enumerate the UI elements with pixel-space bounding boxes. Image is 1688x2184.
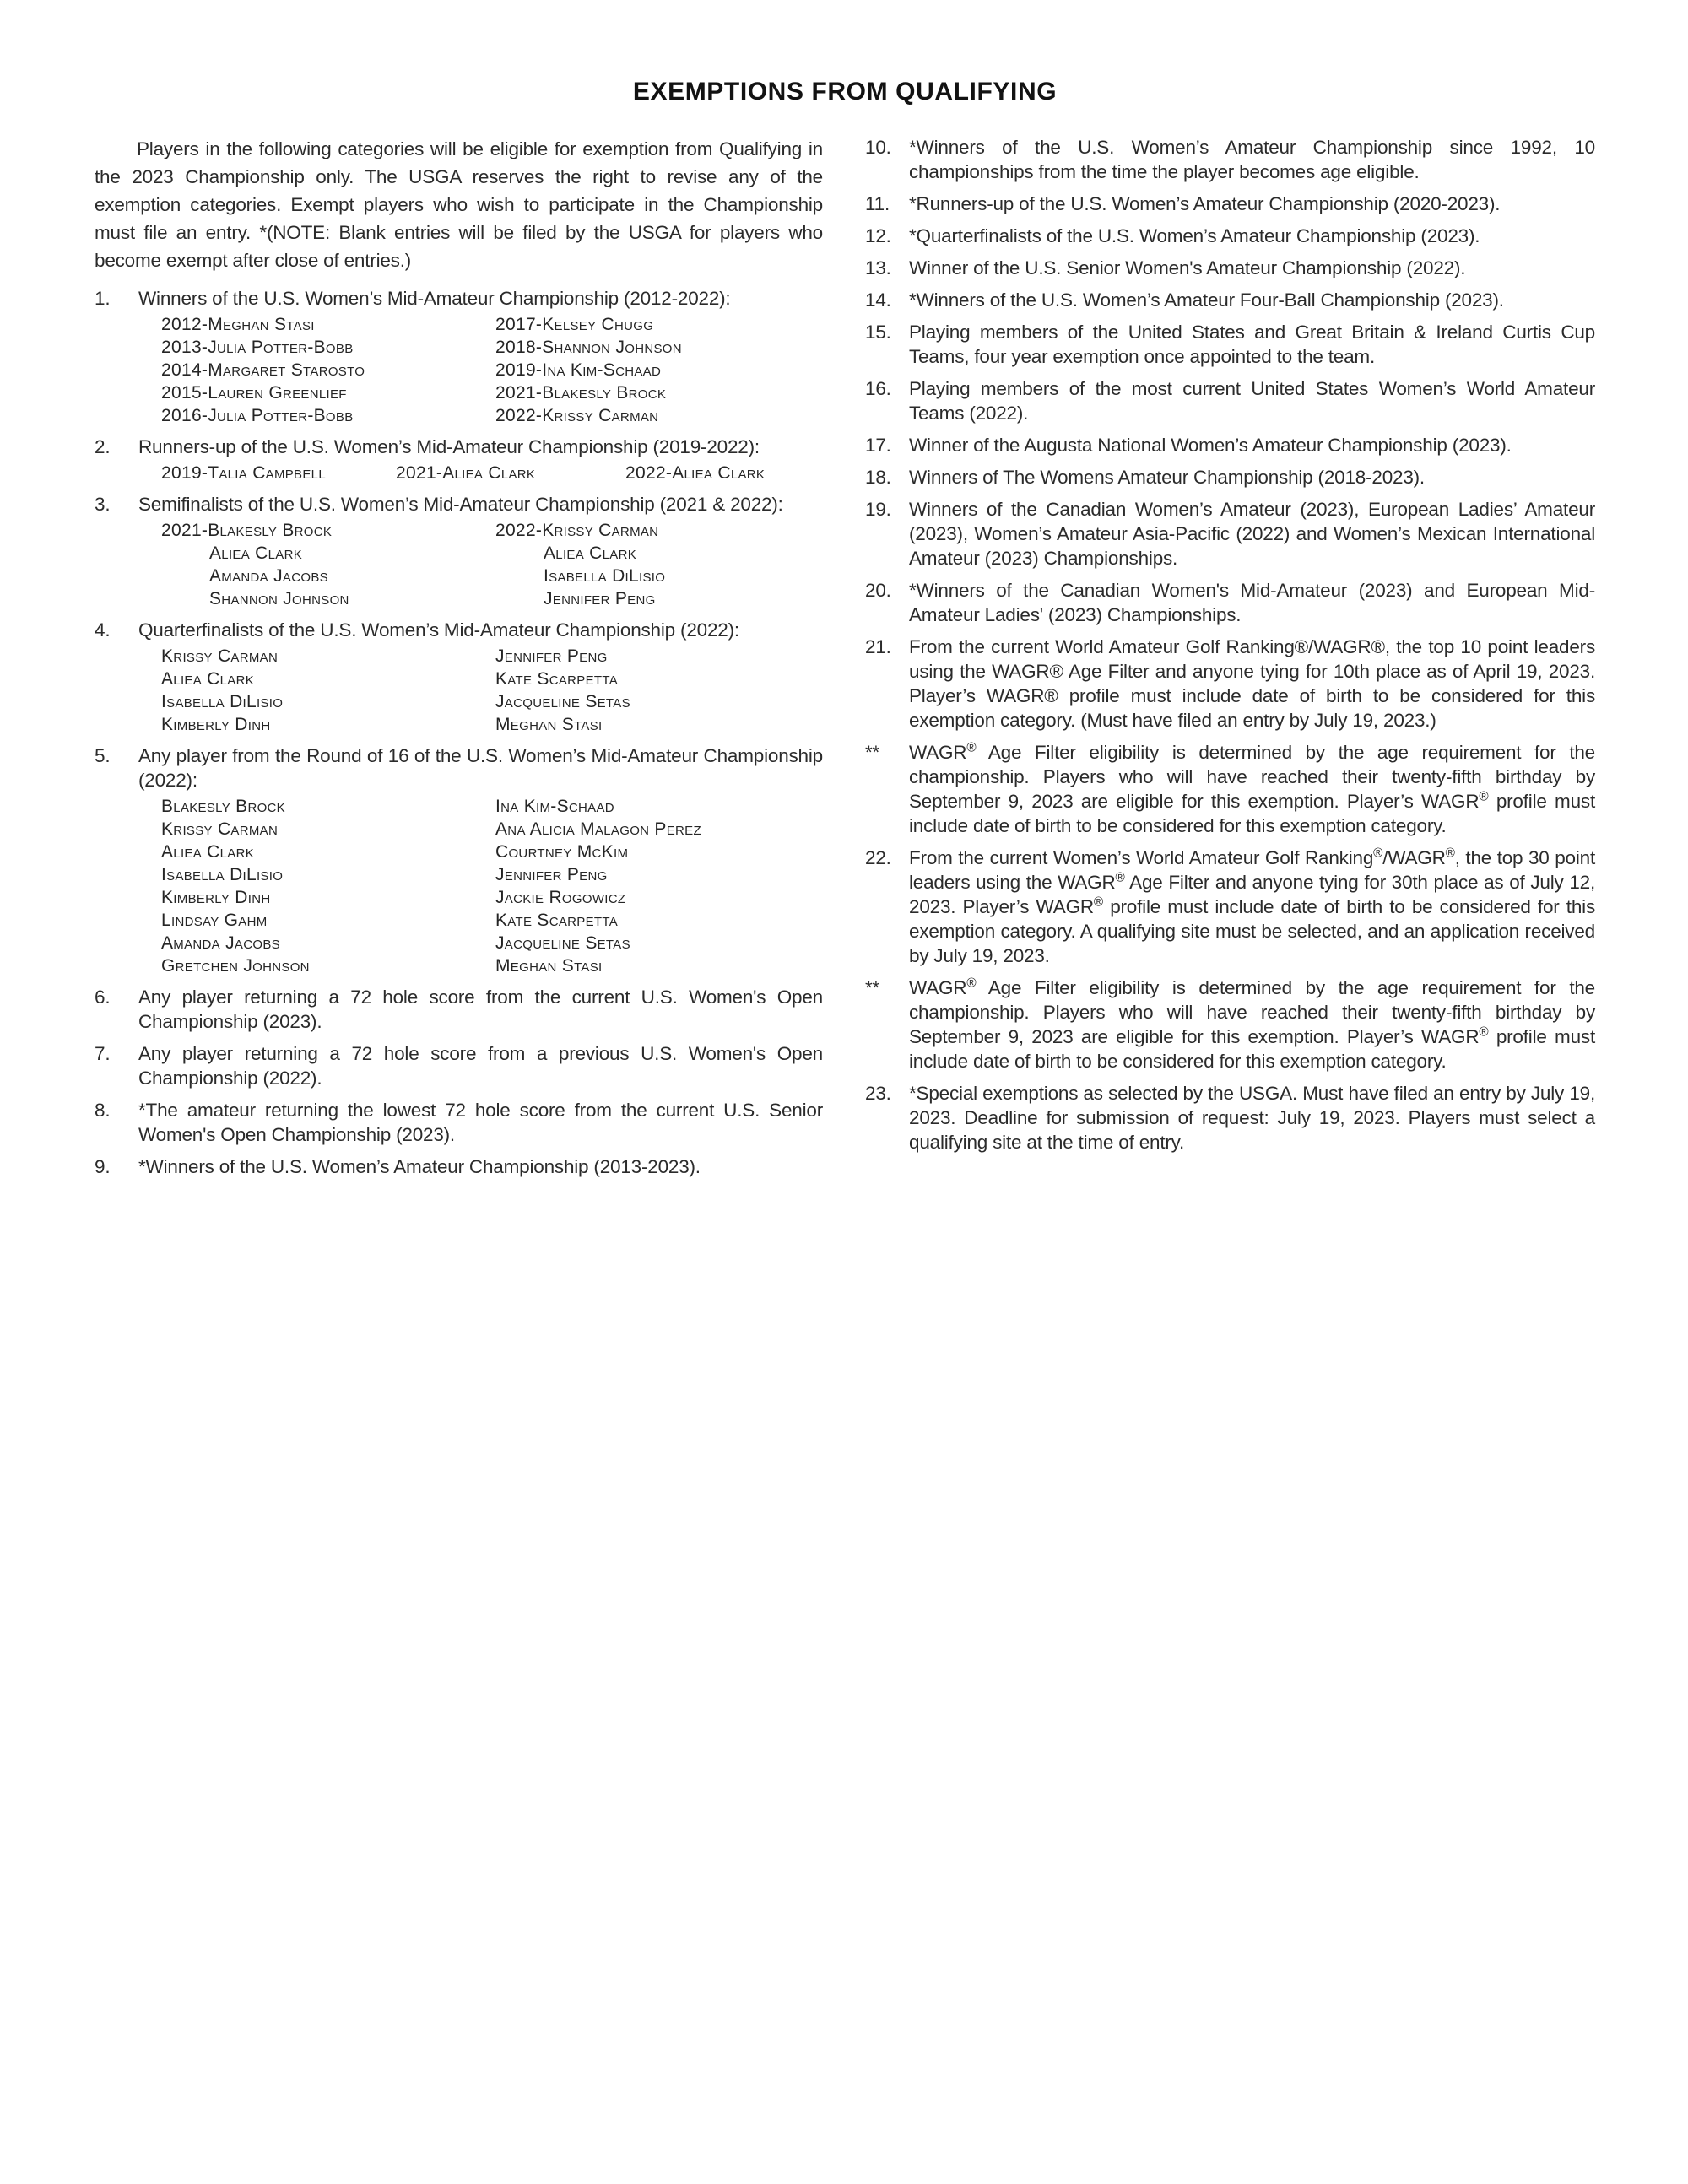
item-body [909,224,1595,248]
registered-mark: ® [1115,870,1125,885]
registered-mark: ® [1093,895,1103,910]
item-text: *Winners of the Canadian Women's Mid-Amateur (2023) and European Mid-Amateur Ladies' (2023) Championships. [909,580,1595,625]
list-item [865,135,1595,184]
item-number: 9. [95,1156,111,1177]
name-line: 2013-Julia Potter-Bobb [161,338,354,357]
item-number: 21. [865,636,891,657]
item-text: *Special exemptions as selected by the USGA. Must have filed an entry by July 19, 2023. Deadline for submission of request: July 19, 2023. Players must select a qualifying site at the time of entry. [909,1083,1595,1153]
item-number: 22. [865,847,891,868]
names-column [495,795,823,977]
name-line: 2019-Talia Campbell [161,463,326,483]
item-text: Any player returning a 72 hole score from the current U.S. Women's Open Championship (2023). [138,987,823,1032]
item-text: Any player from the Round of 16 of the U.S. Women’s Mid-Amateur Championship (2022): [138,745,823,791]
item-body [909,433,1595,457]
item-text: *Runners-up of the U.S. Women’s Amateur Championship (2020-2023). [909,193,1501,214]
item-body [138,1041,823,1090]
item-body [909,635,1595,733]
list-item [865,740,1595,838]
name-line: Isabella DiLisio [161,865,284,884]
names-grid [138,645,823,736]
name-line: Kate Scarpetta [495,911,619,930]
item-body [909,192,1595,216]
item-text: From the current Women’s World Amateur Golf Ranking®/WAGR®, the top 30 point leaders using the WAGR® Age Filter and anyone tying for 30th place as of July 12, 2023. Player’s WAGR® profile must include date of birth to be considered for this exemption category. A qualifying site must be selected, and an application received by July 19, 2023. [909,846,1596,966]
item-body [909,1081,1595,1154]
names-column [495,313,823,427]
registered-mark: ® [1373,846,1383,861]
list-item [865,433,1595,457]
name-line: 2021-Blakesly Brock [161,521,333,540]
item-number: 15. [865,322,891,343]
name-line: Lindsay Gahm [161,911,268,930]
item-text: Playing members of the most current United States Women’s World Amateur Teams (2022). [909,378,1595,424]
list-item [95,1098,823,1147]
item-number: 2. [95,436,111,457]
item-text: Runners-up of the U.S. Women’s Mid-Amateur Championship (2019-2022): [138,436,760,457]
name-line: Ana Alicia Malagon Perez [495,819,701,839]
intro-paragraph: Players in the following categories will be eligible for exemption from Qualifying in the 2023 Championship only. The USGA reserves the right to revise any of the exemption categories. Exempt players who wish to participate in the Championship must file an entry. *(NOTE: Blank entries will be filed by the USGA for players who become exempt after close of entries.) [95,138,823,271]
name-line: Jacqueline Setas [495,692,630,711]
name-line: 2012-Meghan Stasi [161,315,315,334]
names-column [495,645,823,736]
list-item [865,578,1595,627]
page-title: EXEMPTIONS FROM QUALIFYING [632,78,1058,105]
item-number: 18. [865,467,891,488]
list-item [95,1154,823,1179]
item-number: 17. [865,435,891,456]
list-item [865,288,1595,312]
name-line: Aliea Clark [209,543,303,563]
name-line: 2022-Krissy Carman [495,406,659,425]
list-item [95,618,823,736]
list-item [865,376,1595,425]
names-column [495,519,823,610]
name-line: 2017-Kelsey Chugg [495,315,654,334]
name-line: Jackie Rogowicz [495,888,626,907]
name-line: 2018-Shannon Johnson [495,338,682,357]
item-number: 8. [95,1100,111,1121]
list-item [95,743,823,977]
name-line: Kimberly Dinh [161,715,271,734]
item-text: *Winners of the U.S. Women’s Amateur Championship since 1992, 10 championships from the time the player becomes age eligible. [909,137,1595,182]
item-body [909,846,1595,968]
item-number: 3. [95,494,111,515]
item-number: 19. [865,499,891,520]
registered-mark: ® [1479,789,1489,804]
list-item [865,846,1595,968]
item-text: *Quarterfinalists of the U.S. Women’s Amateur Championship (2023). [909,225,1480,246]
item-text: WAGR® Age Filter eligibility is determined by the age requirement for the championship. Players who will have reached their twenty-fifth birthday by September 9, 2023 are eligible for this exemption. Player’s WAGR® profile must include date of birth to be considered for this exemption category. [909,976,1595,1072]
name-line: Jennifer Peng [495,865,608,884]
name-line: 2022-Krissy Carman [495,521,659,540]
names-row [138,462,823,484]
name-line: Amanda Jacobs [161,933,280,953]
names-column [161,795,495,977]
item-number: 23. [865,1083,891,1104]
name-line: Kimberly Dinh [161,888,271,907]
name-line: Aliea Clark [544,543,637,563]
item-text: Winner of the U.S. Senior Women's Amateur Championship (2022). [909,257,1466,278]
registered-mark: ® [1445,846,1455,861]
item-text: Winners of The Womens Amateur Championship (2018-2023). [909,467,1425,488]
item-text: Winner of the Augusta National Women’s Amateur Championship (2023). [909,435,1512,456]
item-text: Quarterfinalists of the U.S. Women’s Mid-Amateur Championship (2022): [138,619,739,641]
item-body [909,135,1595,184]
name-line: Aliea Clark [161,669,255,689]
name-line: Jennifer Peng [544,589,656,608]
list-item [865,465,1595,489]
item-body [909,497,1595,570]
item-text: Playing members of the United States and Great Britain & Ireland Curtis Cup Teams, four year exemption once appointed to the team. [909,322,1595,367]
right-column [865,135,1595,1162]
list-item [95,492,823,610]
names-grid [138,519,823,610]
item-body [138,618,823,736]
item-number: ** [865,742,880,763]
item-body [909,288,1595,312]
two-column-layout [95,135,1595,1187]
name-line: 2022-Aliea Clark [625,463,766,483]
item-text: *Winners of the U.S. Women’s Amateur Four-Ball Championship (2023). [909,289,1504,311]
item-number: 5. [95,745,111,766]
name-line: Ina Kim-Schaad [495,797,614,816]
name-line: Isabella DiLisio [544,566,666,586]
names-column [161,519,495,610]
list-item [865,224,1595,248]
name-line: Blakesly Brock [161,797,285,816]
item-body [138,286,823,427]
list-item [865,192,1595,216]
names-column [161,313,495,427]
names-column [161,645,495,736]
registered-mark: ® [966,740,977,755]
name-line: 2021-Aliea Clark [396,463,536,483]
item-number: 14. [865,289,891,311]
name-line: Jennifer Peng [495,646,608,666]
name-line: Amanda Jacobs [209,566,328,586]
registered-mark: ® [1479,1024,1489,1040]
item-number: 16. [865,378,891,399]
list-item [865,497,1595,570]
item-text: From the current World Amateur Golf Ranking®/WAGR®, the top 10 point leaders using the WAGR® Age Filter and anyone tying for 10th place as of April 19, 2023. Player’s WAGR® profile must include date of birth to be considered for this exemption category. (Must have filed an entry by July 19, 2023.) [909,636,1595,731]
item-body [909,465,1595,489]
item-body [138,1098,823,1147]
name-line: 2019-Ina Kim-Schaad [495,360,662,380]
name-line: Aliea Clark [161,842,255,862]
list-item [95,435,823,484]
name-line: Courtney McKim [495,842,629,862]
item-body [138,492,823,610]
names-grid [138,313,823,427]
item-text: Winners of the Canadian Women’s Amateur (2023), European Ladies’ Amateur (2023), Women’s Amateur Asia-Pacific (2022) and Women’s Mexican International Amateur (2023) Championships. [909,499,1595,569]
item-body [138,435,823,484]
list-item [865,976,1595,1073]
list-item [95,286,823,427]
item-number: 13. [865,257,891,278]
item-number: 10. [865,137,891,158]
item-text: *Winners of the U.S. Women’s Amateur Championship (2013-2023). [138,1156,701,1177]
item-body [909,376,1595,425]
name-line: 2014-Margaret Starosto [161,360,365,380]
item-number: ** [865,977,880,998]
item-body [909,740,1595,838]
item-text: *The amateur returning the lowest 72 hole score from the current U.S. Senior Women's Open Championship (2023). [138,1100,823,1145]
name-line: Meghan Stasi [495,956,603,976]
list-item [865,635,1595,733]
item-text: Winners of the U.S. Women’s Mid-Amateur Championship (2012-2022): [138,288,731,309]
left-items [95,286,823,1179]
item-number: 11. [865,193,890,214]
item-number: 1. [95,288,111,309]
name-line: Jacqueline Setas [495,933,630,953]
name-line: Krissy Carman [161,819,279,839]
name-line: Gretchen Johnson [161,956,310,976]
list-item [95,985,823,1034]
registered-mark: ® [966,976,977,991]
right-items [865,135,1595,1154]
name-line: Meghan Stasi [495,715,603,734]
item-number: 12. [865,225,891,246]
item-text: WAGR® Age Filter eligibility is determined by the age requirement for the championship. Players who will have reached their twenty-fifth birthday by September 9, 2023 are eligible for this exemption. Player’s WAGR® profile must include date of birth to be considered for this exemption category. [909,740,1595,836]
name-line: 2021-Blakesly Brock [495,383,667,403]
item-body [909,320,1595,369]
item-body [138,1154,823,1179]
left-column [95,135,823,1187]
list-item [865,1081,1595,1154]
name-line: 2015-Lauren Greenlief [161,383,347,403]
list-item [95,1041,823,1090]
list-item [865,320,1595,369]
name-line: Shannon Johnson [209,589,349,608]
item-body [909,578,1595,627]
item-number: 4. [95,619,111,641]
name-line: 2016-Julia Potter-Bobb [161,406,354,425]
names-grid [138,795,823,977]
name-line: Isabella DiLisio [161,692,284,711]
item-body [138,743,823,977]
item-number: 20. [865,580,891,601]
item-text: Semifinalists of the U.S. Women’s Mid-Amateur Championship (2021 & 2022): [138,494,783,515]
item-body [138,985,823,1034]
item-number: 6. [95,987,111,1008]
item-number: 7. [95,1043,111,1064]
name-line: Krissy Carman [161,646,279,666]
name-line: Kate Scarpetta [495,669,619,689]
item-body [909,976,1595,1073]
item-body [909,256,1595,280]
item-text: Any player returning a 72 hole score from a previous U.S. Women's Open Championship (2022). [138,1043,823,1089]
list-item [865,256,1595,280]
